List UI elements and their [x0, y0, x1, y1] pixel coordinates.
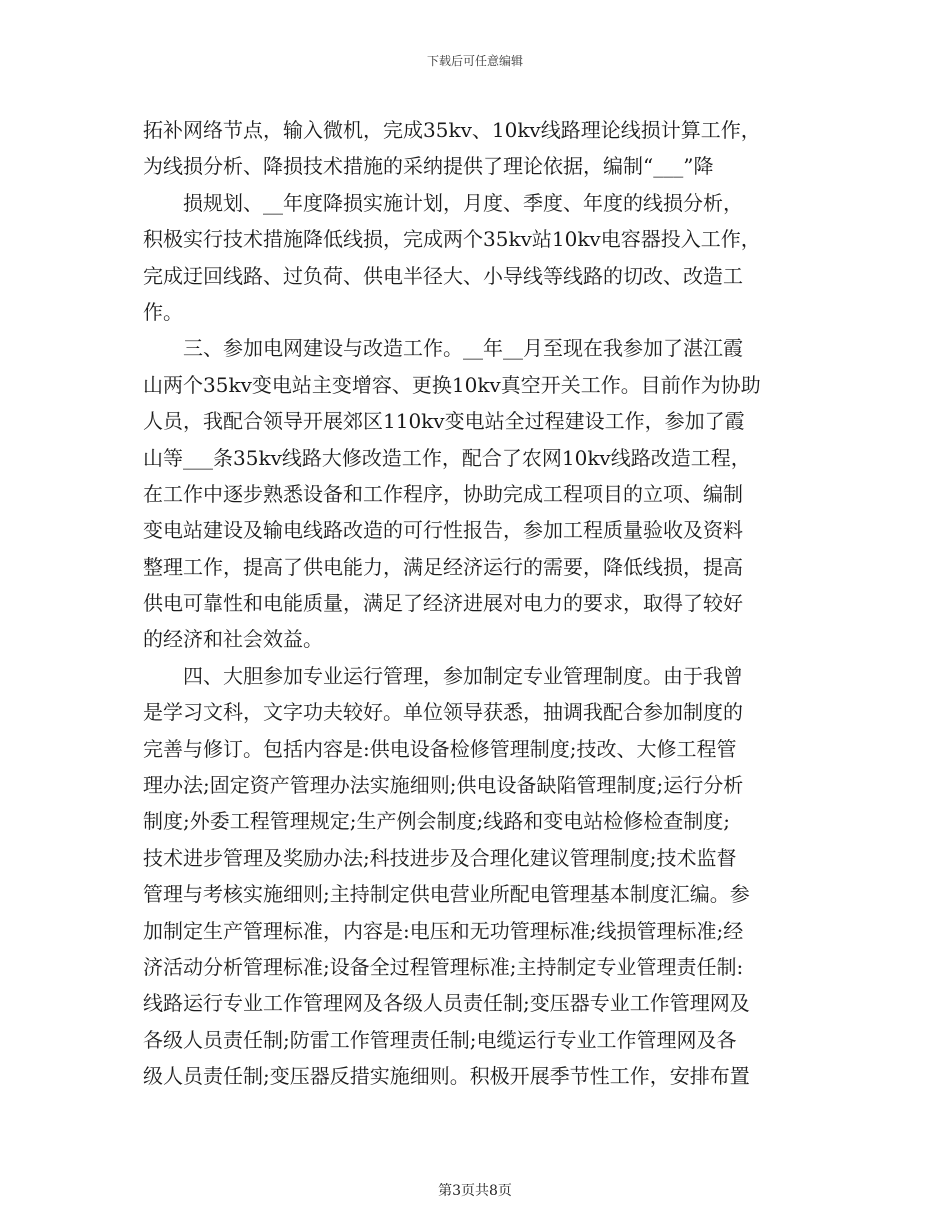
text-line: 整理工作，提高了供电能力，满足经济运行的需要，降低线损，提高 — [143, 554, 743, 579]
text-line: 制度;外委工程管理规定;生产例会制度;线路和变电站检修检查制度; — [143, 809, 730, 834]
text-line: 山两个35kv变电站主变增容、更换10kv真空开关工作。目前作为协助 — [143, 372, 761, 397]
text-line: 在工作中逐步熟悉设备和工作程序，协助完成工程项目的立项、编制 — [143, 481, 743, 506]
text-line: 的经济和社会效益。 — [143, 627, 323, 652]
text-line: 完成迂回线路、过负荷、供电半径大、小导线等线路的切改、改造工 — [143, 263, 743, 288]
text-line: 人员，我配合领导开展郊区110kv变电站全过程建设工作，参加了霞 — [143, 409, 745, 434]
text-line: 线路运行专业工作管理网及各级人员责任制;变压器专业工作管理网及 — [143, 991, 750, 1016]
text-line: 作。 — [143, 299, 183, 324]
page-number-footer: 第3页共8页 — [438, 1183, 512, 1199]
text-line: 加制定生产管理标准，内容是:电压和无功管理标准;线损管理标准;经 — [143, 918, 744, 943]
text-line: 理办法;固定资产管理办法实施细则;供电设备缺陷管理制度;运行分析 — [143, 773, 744, 798]
text-line: 供电可靠性和电能质量，满足了经济进展对电力的要求，取得了较好 — [143, 591, 743, 616]
text-line: 级人员责任制;变压器反措实施细则。积极开展季节性工作，安排布置 — [143, 1064, 750, 1089]
text-line: 是学习文科，文字功夫较好。单位领导获悉，抽调我配合参加制度的 — [143, 700, 743, 725]
page-header: 下载后可任意编辑 — [426, 54, 523, 68]
text-line: 完善与修订。包括内容是:供电设备检修管理制度;技改、大修工程管 — [143, 736, 737, 761]
text-line: 拓补网络节点，输入微机，完成35kv、10kv线路理论线损计算工作， — [143, 118, 761, 142]
text-line: 变电站建设及输电线路改造的可行性报告，参加工程质量验收及资料 — [143, 518, 743, 543]
text-line: 管理与考核实施细则;主持制定供电营业所配电管理基本制度汇编。参 — [143, 882, 750, 907]
text-line: 积极实行技术措施降低线损，完成两个35kv站10kv电容器投入工作， — [143, 227, 761, 252]
text-line: 山等___条35kv线路大修改造工作，配合了农网10kv线路改造工程， — [143, 445, 751, 470]
text-line: 各级人员责任制;防雷工作管理责任制;电缆运行专业工作管理网及各 — [143, 1027, 737, 1052]
text-line: 为线损分析、降损技术措施的采纳提供了理论依据，编制“___”降 — [143, 154, 714, 179]
paragraph-start-line: 三、参加电网建设与改造工作。__年__月至现在我参加了湛江霞 — [143, 336, 743, 361]
text-line: 损规划、__年度降损实施计划，月度、季度、年度的线损分析， — [143, 190, 743, 215]
document-body — [143, 112, 823, 1095]
text-line: 济活动分析管理标准;设备全过程管理标准;主持制定专业管理责任制: — [143, 954, 744, 979]
paragraph-start-line: 四、大胆参加专业运行管理，参加制定专业管理制度。由于我曾 — [143, 663, 743, 688]
text-line: 技术进步管理及奖励办法;科技进步及合理化建议管理制度;技术监督 — [143, 845, 737, 870]
